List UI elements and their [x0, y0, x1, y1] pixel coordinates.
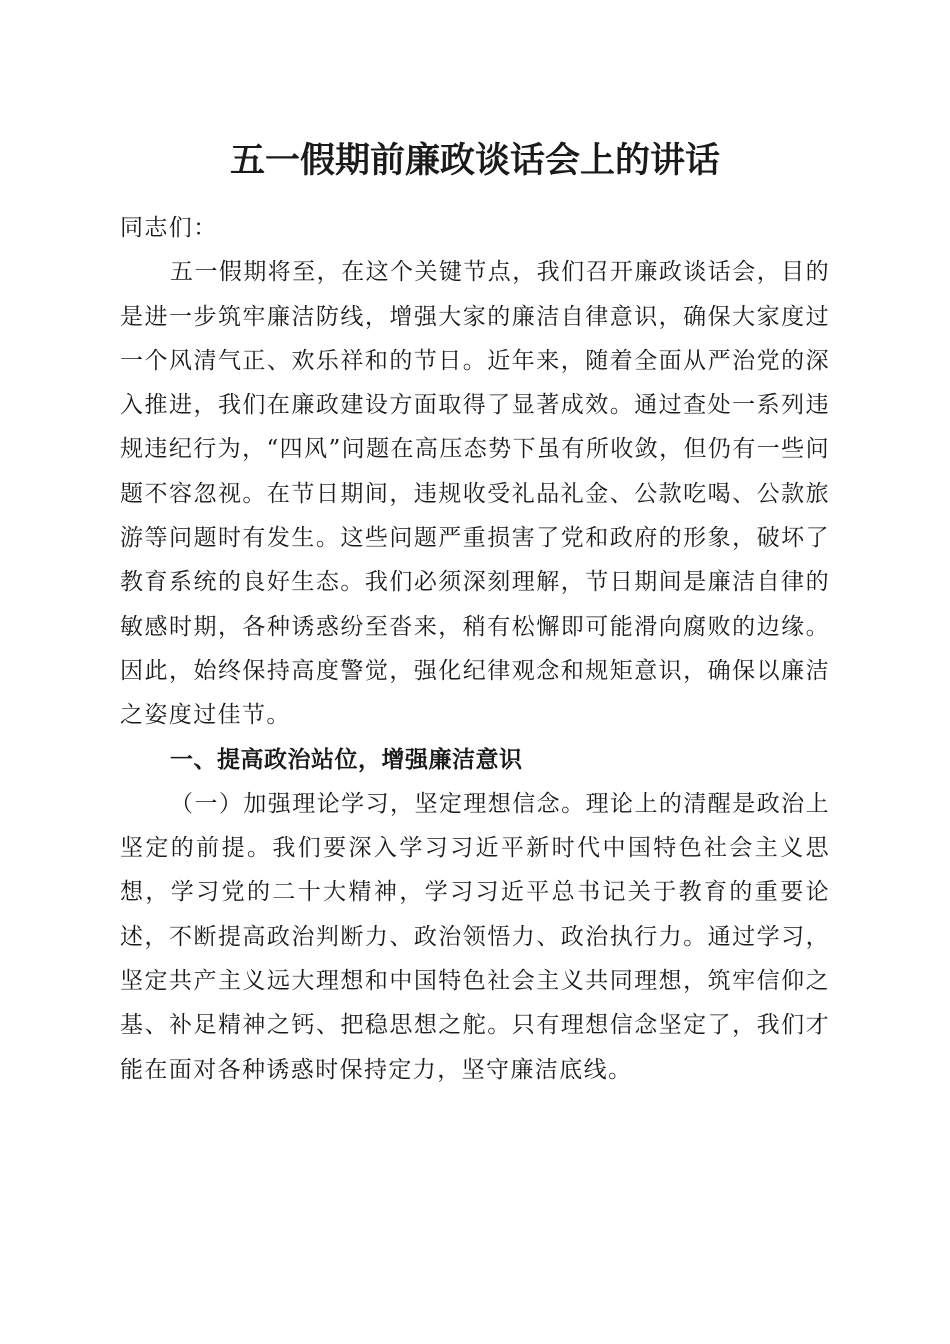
section-heading: 一、提高政治站位，增强廉洁意识 [170, 746, 523, 773]
salutation: 同志们： [120, 215, 218, 241]
document-title: 五一假期前廉政谈话会上的讲话 [229, 140, 720, 181]
intro-paragraph: 五一假期将至，在这个关键节点，我们召开廉政谈话会，目的是进一步筑牢廉洁防线，增强大家的廉洁自律意识，确保大家度过一个风清气正、欢乐祥和的节日。近年来，随着全面从严治党的深入推进，我们在廉政建设方面取得了显著成效。通过查处一系列违规违纪行为，“四风”问题在高压态势下虽有所收敛，但仍有一些问题不容忽视。在节日期间，违规收受礼品礼金、公款吃喝、公款旅游等问题时有发生。这些问题严重损害了党和政府的形象，破坏了教育系统的良好生态。我们必须深刻理解，节日期间是廉洁自律的敏感时期，各种诱惑纷至沓来，稍有松懈即可能滑向腐败的边缘。因此，始终保持高度警觉，强化纪律观念和规矩意识，确保以廉洁之姿度过佳节。 [120, 259, 830, 729]
subsection-paragraph: （一）加强理论学习，坚定理想信念。理论上的清醒是政治上坚定的前提。我们要深入学习习近平新时代中国特色社会主义思想，学习党的二十大精神，学习习近平总书记关于教育的重要论述，不断提高政治判断力、政治领悟力、政治执行力。通过学习，坚定共产主义远大理想和中国特色社会主义共同理想，筑牢信仰之基、补足精神之钙、把稳思想之舵。只有理想信念坚定了，我们才能在面对各种诱惑时保持定力，坚守廉洁底线。 [120, 790, 830, 1083]
document-body [120, 206, 830, 1092]
